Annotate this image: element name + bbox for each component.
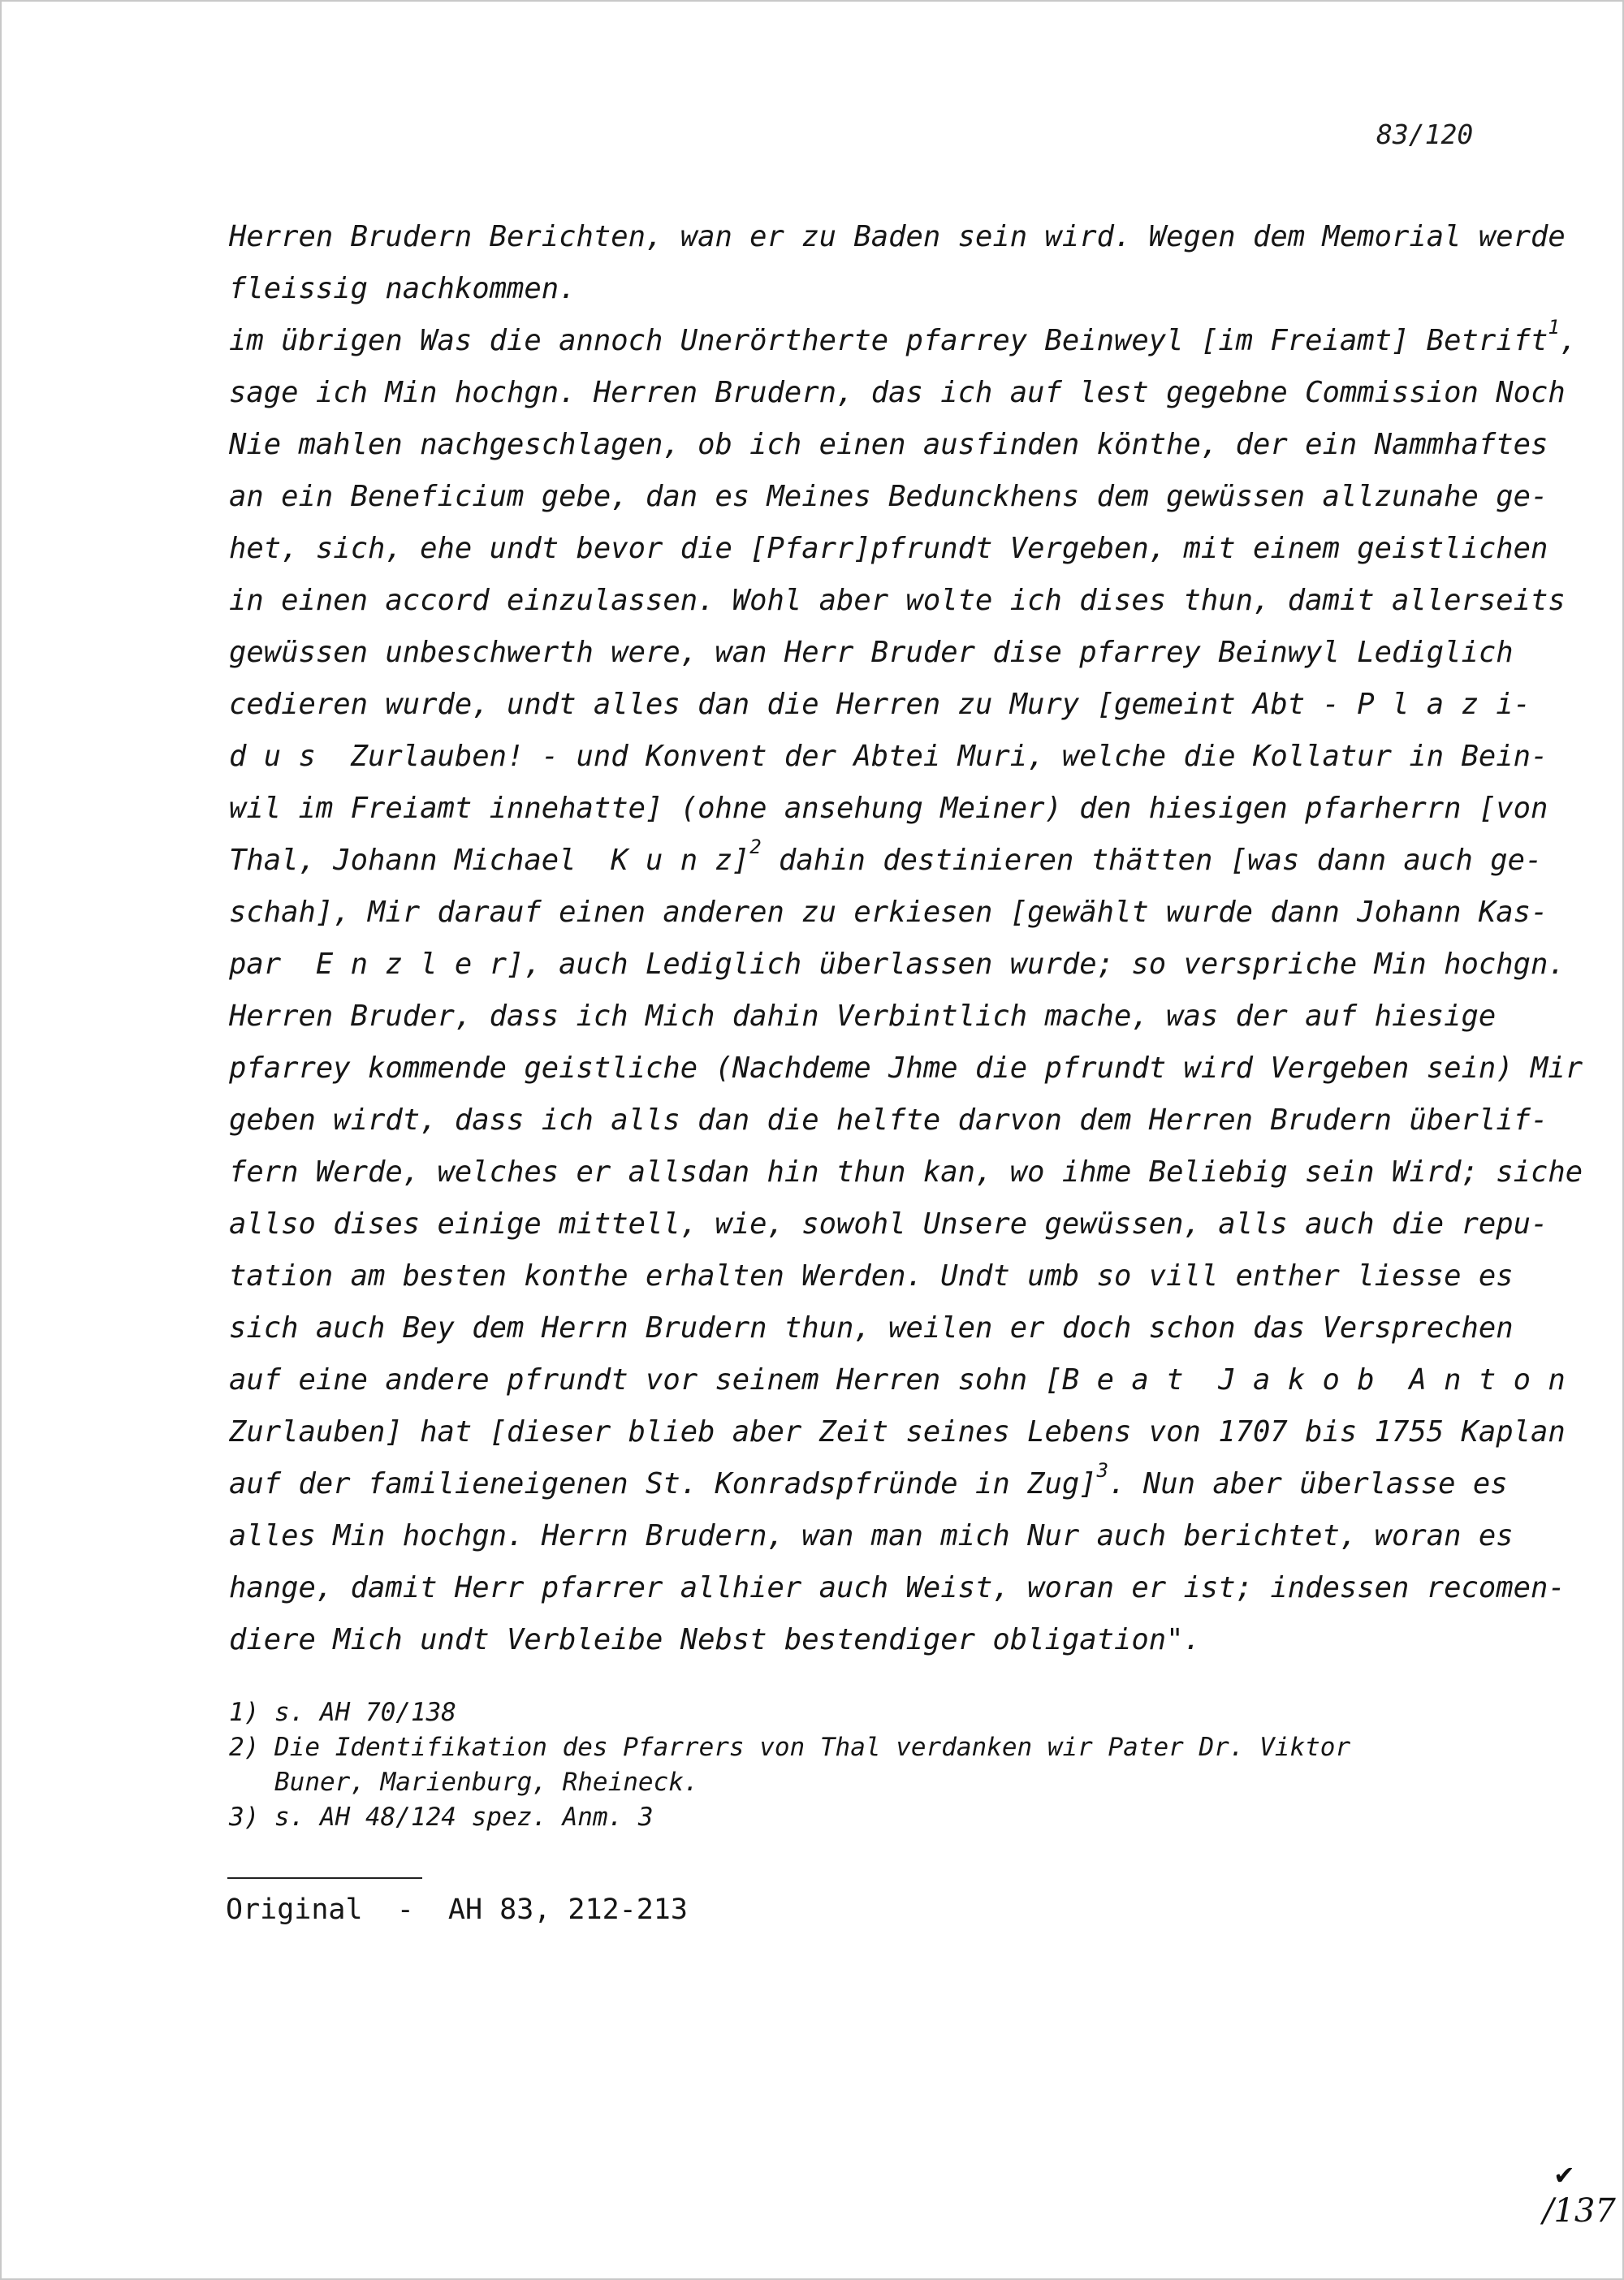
body-line: hange, damit Herr pfarrer allhier auch Weist, woran er ist; indessen recomen- <box>229 1571 1566 1604</box>
check-mark: ✔ <box>1553 2160 1575 2191</box>
body-line <box>229 835 1543 887</box>
body-line-tail: , <box>1559 324 1578 357</box>
footnote: 3) s. AH 48/124 spez. Anm. 3 <box>229 1803 654 1832</box>
body-line <box>229 1458 1520 1510</box>
body-line: tation am besten konthe erhalten Werden. Undt umb so vill enther liesse es <box>229 1259 1514 1293</box>
body-line-text: im übrigen Was die annoch Unerörtherte pfarrey Beinweyl [im Freiamt] Betrift <box>229 324 1548 357</box>
footnote: 2) Die Identifikation des Pfarrers von Thal verdanken wir Pater Dr. Viktor <box>229 1733 1351 1762</box>
body-line: Herren Bruder, dass ich Mich dahin Verbintlich mache, was der auf hiesige <box>229 1000 1497 1033</box>
body-line: het, sich, ehe undt bevor die [Pfarr]pfrundt Vergeben, mit einem geistlichen <box>229 532 1548 565</box>
body-line: diere Mich undt Verbleibe Nebst bestendiger obligation". <box>229 1623 1201 1656</box>
body-line: sich auch Bey dem Herrn Brudern thun, weilen er doch schon das Versprechen <box>229 1311 1514 1345</box>
letter-body <box>229 211 1583 1666</box>
body-line-tail: dahin destinieren thätten [was dann auch ge- <box>761 844 1543 877</box>
footnote-ref-2: 2 <box>749 836 762 858</box>
body-line: d u s Zurlauben! - und Konvent der Abtei Muri, welche die Kollatur in Bein- <box>229 740 1548 773</box>
body-line: geben wirdt, dass ich alls dan die helfte darvon dem Herren Brudern überlif- <box>229 1103 1548 1137</box>
body-line: Zurlauben] hat [dieser blieb aber Zeit seines Lebens von 1707 bis 1755 Kaplan <box>229 1415 1566 1449</box>
body-line: auf eine andere pfrundt vor seinem Herren sohn [B e a t J a k o b A n t o n <box>229 1363 1566 1397</box>
body-line: allso dises einige mittell, wie, sowohl Unsere gewüssen, alls auch die repu- <box>229 1207 1548 1241</box>
body-line: fleissig nachkommen. <box>229 272 577 305</box>
body-line: pfarrey kommende geistliche (Nachdeme Jhme die pfrundt wird Vergeben sein) Mir <box>229 1051 1583 1085</box>
body-line: fern Werde, welches er allsdan hin thun kan, wo ihme Beliebig sein Wird; siche <box>229 1155 1583 1189</box>
body-line-tail: . Nun aber überlasse es <box>1108 1467 1508 1501</box>
body-line: Herren Brudern Berichten, wan er zu Baden sein wird. Wegen dem Memorial werde <box>229 220 1566 253</box>
body-line-text: auf der familieneigenen St. Konradspfründe in Zug] <box>229 1467 1097 1501</box>
body-line: an ein Beneficium gebe, dan es Meines Bedunckhens dem gewüssen allzunahe ge- <box>229 480 1548 513</box>
footnote-ref-3: 3 <box>1096 1459 1109 1482</box>
page-number: 83/120 <box>1376 119 1474 150</box>
original-reference: Original - AH 83, 212-213 <box>226 1894 688 1926</box>
footnotes <box>229 1695 1528 1835</box>
body-line: sage ich Min hochgn. Herren Brudern, das ich auf lest gegebne Commission Noch <box>229 376 1566 409</box>
separator-rule <box>227 1877 422 1879</box>
body-line: Nie mahlen nachgeschlagen, ob ich einen ausfinden könthe, der ein Nammhaftes <box>229 428 1548 461</box>
body-line: cedieren wurde, undt alles dan die Herren zu Mury [gemeint Abt - P l a z i- <box>229 688 1531 721</box>
body-line-text: Thal, Johann Michael K u n z] <box>229 844 750 877</box>
body-line: gewüssen unbeschwerth were, wan Herr Bruder dise pfarrey Beinwyl Lediglich <box>229 636 1514 669</box>
body-line: wil im Freiamt innehatte] (ohne ansehung Meiner) den hiesigen pfarherrn [von <box>229 792 1548 825</box>
body-line: alles Min hochgn. Herrn Brudern, wan man mich Nur auch berichtet, woran es <box>229 1519 1514 1552</box>
footnote: 1) s. AH 70/138 <box>229 1698 456 1727</box>
handwritten-folio-number: /137 <box>1543 2192 1616 2230</box>
body-line <box>229 315 1578 367</box>
footnote: Buner, Marienburg, Rheineck. <box>229 1768 699 1797</box>
body-line: par E n z l e r], auch Lediglich überlassen wurde; so verspriche Min hochgn. <box>229 948 1566 981</box>
body-line: schah], Mir darauf einen anderen zu erkiesen [gewählt wurde dann Johann Kas- <box>229 896 1548 929</box>
footnote-ref-1: 1 <box>1548 316 1560 339</box>
body-line: in einen accord einzulassen. Wohl aber wolte ich dises thun, damit allerseits <box>229 584 1566 617</box>
